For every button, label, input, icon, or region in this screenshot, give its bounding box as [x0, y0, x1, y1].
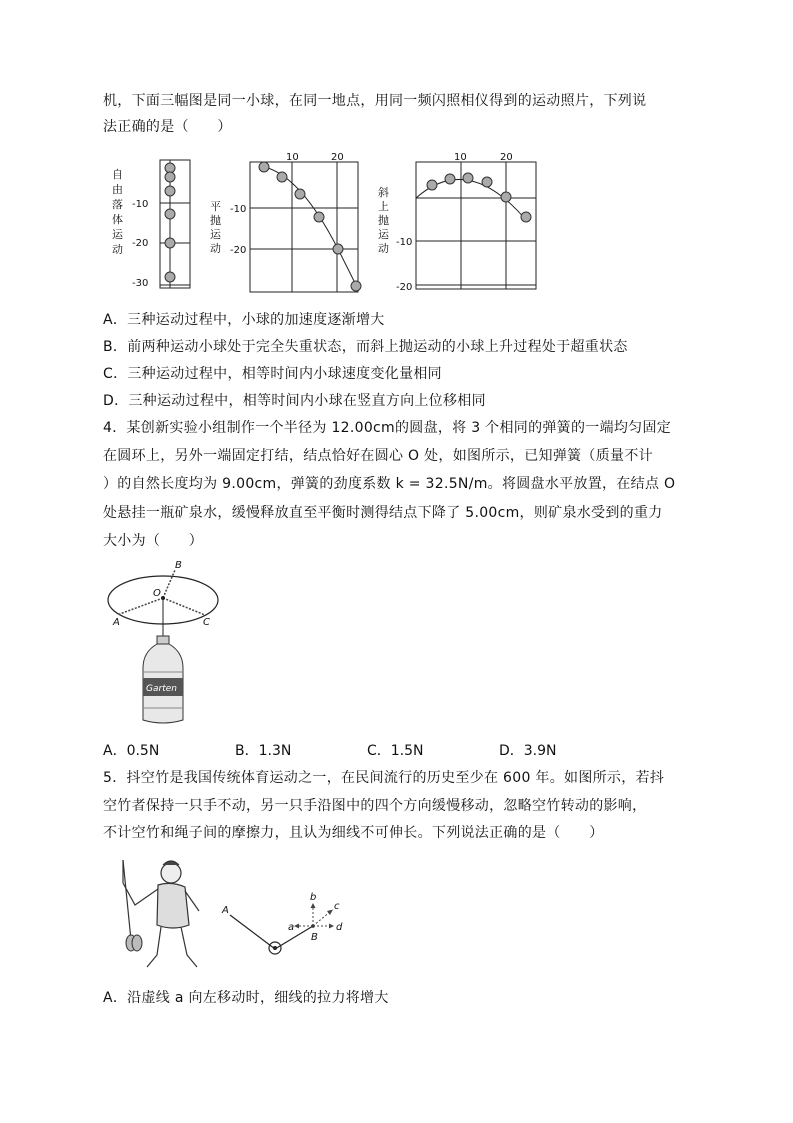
q5-stem-line3: 不计空竹和绳子间的摩擦力，且认为细线不可伸长。下列说法正确的是（ ）: [103, 825, 604, 841]
svg-text:a: a: [288, 922, 295, 933]
diabolo-icon: [126, 935, 142, 951]
svg-text:A: A: [113, 617, 120, 628]
q4-stem-line2: 在圆环上，另外一端固定打结，结点恰好在圆心 O 处，如图所示，已知弹簧（质量不计: [103, 448, 653, 464]
svg-text:-20: -20: [230, 245, 247, 256]
svg-text:斜: 斜: [378, 186, 389, 199]
svg-text:体: 体: [112, 213, 123, 226]
free-fall-figure: [110, 158, 210, 293]
svg-text:-10: -10: [132, 199, 149, 210]
q4-stem-line3: ）的自然长度均为 9.00cm，弹簧的劲度系数 k = 32.5N/m。将圆盘水平放置，在结点 O: [103, 476, 676, 492]
svg-text:20: 20: [331, 152, 344, 163]
q3-stem-line2: 法正确的是（ ）: [103, 119, 232, 135]
svg-text:由: 由: [112, 183, 123, 196]
q4-option-b: B．1.3N: [235, 743, 292, 759]
svg-text:自: 自: [112, 168, 123, 181]
q5-option-a: A．沿虚线 a 向左移动时，细线的拉力将增大: [103, 990, 389, 1006]
free-fall-vertical-label: [112, 168, 124, 256]
svg-text:动: 动: [112, 243, 123, 256]
q3-option-a: A．三种运动过程中，小球的加速度逐渐增大: [103, 312, 385, 328]
svg-text:-20: -20: [396, 282, 413, 293]
svg-text:抛: 抛: [210, 214, 221, 227]
svg-text:-10: -10: [230, 204, 247, 215]
svg-text:运: 运: [378, 228, 389, 241]
water-bottle-icon: [143, 636, 183, 723]
svg-text:抛: 抛: [378, 214, 389, 227]
q5-stem-line2: 空竹者保持一只手不动，另一只手沿图中的四个方向缓慢移动，忽略空竹转动的影响，: [103, 798, 647, 814]
q3-option-d: D．三种运动过程中，相等时间内小球在竖直方向上位移相同: [103, 393, 486, 409]
q3-stem-line1: 机，下面三幅图是同一小球，在同一地点，用同一频闪照相仪得到的运动照片，下列说: [103, 93, 647, 109]
q4-option-d: D．3.9N: [499, 743, 557, 759]
svg-text:动: 动: [210, 242, 221, 255]
oblique-projectile-figure: [378, 150, 538, 295]
oblique-projectile-vertical-label: [378, 185, 390, 255]
svg-text:运: 运: [112, 228, 123, 241]
q3-option-b: B．前两种运动小球处于完全失重状态，而斜上抛运动的小球上升过程处于超重状态: [103, 339, 628, 355]
q5-stem-line1: 5．抖空竹是我国传统体育运动之一，在民间流行的历史至少在 600 年。如图所示，若抖: [103, 770, 665, 786]
svg-text:B: B: [311, 932, 318, 943]
svg-text:-20: -20: [132, 238, 149, 249]
q4-stem-line4: 处悬挂一瓶矿泉水，缓慢释放直至平衡时测得结点下降了 5.00cm，则矿泉水受到的重力: [103, 505, 663, 521]
svg-text:d: d: [336, 922, 343, 933]
diabolo-player-illustration: [113, 855, 213, 975]
q3-option-c: C．三种运动过程中，相等时间内小球速度变化量相同: [103, 366, 442, 382]
q4-option-c: C．1.5N: [367, 743, 424, 759]
horizontal-projectile-figure: [210, 150, 360, 295]
horizontal-projectile-vertical-label: [210, 200, 222, 255]
diabolo-force-diagram: [218, 885, 358, 965]
svg-text:10: 10: [286, 152, 299, 163]
svg-text:上: 上: [378, 200, 389, 213]
svg-text:平: 平: [210, 200, 221, 213]
svg-text:c: c: [334, 901, 340, 912]
disk-springs-bottle-figure: [105, 560, 230, 730]
svg-text:落: 落: [112, 198, 123, 211]
svg-text:10: 10: [454, 152, 467, 163]
svg-text:b: b: [310, 892, 317, 903]
svg-text:C: C: [203, 617, 210, 628]
svg-text:Garten: Garten: [146, 684, 177, 694]
svg-text:-10: -10: [396, 237, 413, 248]
q4-stem-line5: 大小为（ ）: [103, 533, 204, 549]
svg-text:20: 20: [500, 152, 513, 163]
q4-stem-line1: 4．某创新实验小组制作一个半径为 12.00cm的圆盘，将 3 个相同的弹簧的一端均匀固定: [103, 420, 672, 436]
svg-text:A: A: [222, 905, 229, 916]
svg-text:运: 运: [210, 228, 221, 241]
svg-text:动: 动: [378, 242, 389, 255]
q4-option-a: A．0.5N: [103, 743, 160, 759]
svg-text:-30: -30: [132, 278, 149, 289]
svg-text:O: O: [153, 588, 161, 599]
svg-text:B: B: [175, 560, 182, 571]
